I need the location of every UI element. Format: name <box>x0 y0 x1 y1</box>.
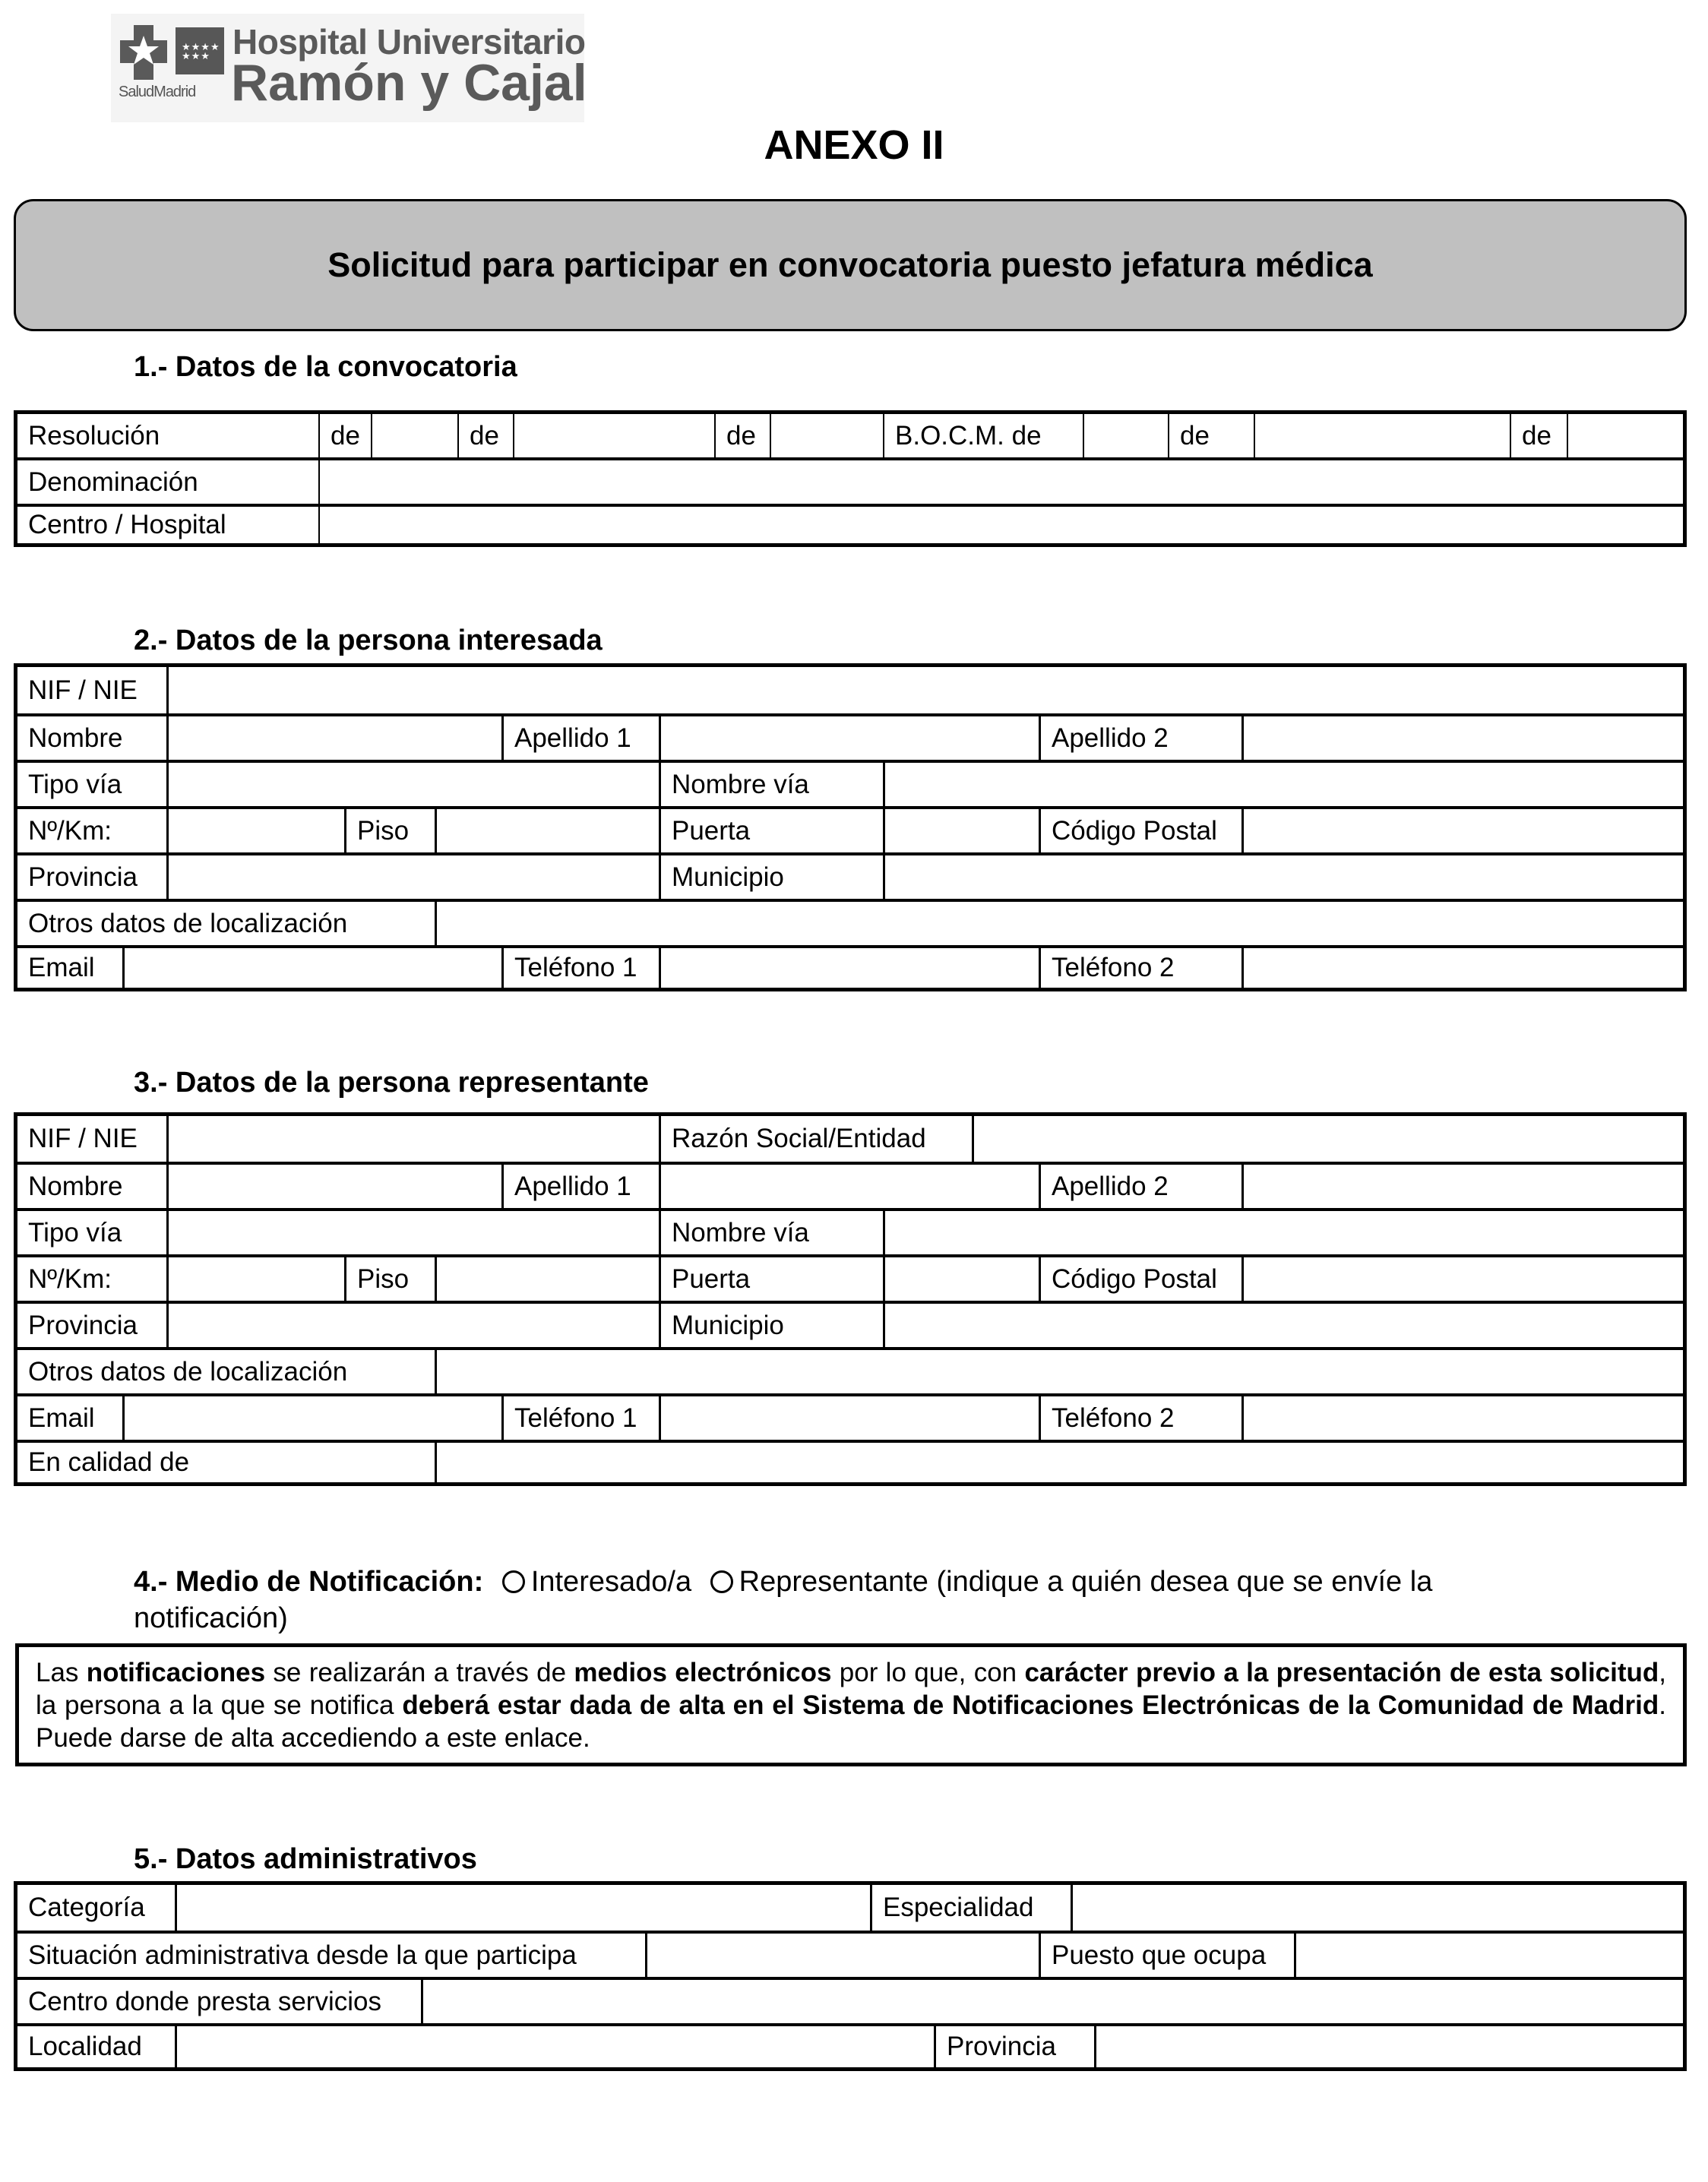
centro-hospital-input[interactable] <box>318 507 1683 543</box>
representante-provincia-input[interactable] <box>166 1304 659 1347</box>
representante-puerta-input[interactable] <box>883 1257 1039 1301</box>
notice-bold: deberá estar dada de alta en el Sistema de Notificaciones Electrónicas de la Comunidad de Madrid <box>402 1690 1659 1720</box>
label-municipio: Municipio <box>659 855 883 899</box>
label-telefono2: Teléfono 2 <box>1039 948 1241 988</box>
representante-piso-input[interactable] <box>435 1257 659 1301</box>
option-interesado-label: Interesado/a <box>530 1566 692 1598</box>
label-municipio: Municipio <box>659 1304 883 1347</box>
representante-municipio-input[interactable] <box>883 1304 1683 1347</box>
label-email: Email <box>28 1402 95 1433</box>
label-bocm: B.O.C.M. de <box>883 414 1083 457</box>
label-provincia: Provincia <box>28 862 138 892</box>
representante-razon-social-input[interactable] <box>972 1116 1683 1162</box>
row-tipo-via <box>17 760 1683 806</box>
row-email <box>17 945 1683 988</box>
row-otros <box>17 1347 1683 1393</box>
centro-servicios-input[interactable] <box>421 1980 1683 2023</box>
radio-interesado[interactable] <box>502 1570 525 1593</box>
row-nombre <box>17 713 1683 760</box>
representante-telefono1-input[interactable] <box>659 1396 1039 1440</box>
section1-heading: 1.- Datos de la convocatoria <box>134 351 517 383</box>
row-nif <box>17 667 1683 713</box>
representante-nif-input[interactable] <box>166 1116 659 1162</box>
label-de: de <box>318 414 371 457</box>
logo-line2: Ramón y Cajal <box>231 54 587 112</box>
label-nif: NIF / NIE <box>28 675 138 705</box>
label-codigo-postal: Código Postal <box>1039 809 1241 852</box>
row-localidad <box>17 2023 1683 2067</box>
label-puerta: Puerta <box>659 1257 883 1301</box>
notice-bold: carácter previo a la presentación de esta solicitud <box>1024 1658 1659 1687</box>
madrid-flag-icon: ★★★★ ★★★ <box>176 27 224 74</box>
notification-hint: (indique a quién desea que se envíe la notificación) <box>134 1566 1433 1634</box>
label-de: de <box>1168 414 1254 457</box>
situacion-input[interactable] <box>645 1934 1039 1977</box>
section2-heading: 2.- Datos de la persona interesada <box>134 625 603 656</box>
interesado-num-input[interactable] <box>166 809 344 852</box>
label-apellido2: Apellido 2 <box>1039 1165 1241 1208</box>
interesado-codigo-postal-input[interactable] <box>1241 809 1683 852</box>
notice-text: Las <box>36 1658 87 1687</box>
representante-apellido1-input[interactable] <box>659 1165 1039 1208</box>
interesado-tipo-via-input[interactable] <box>166 763 659 806</box>
bocm-month-input[interactable] <box>1254 414 1510 457</box>
label-tipo-via: Tipo vía <box>28 769 122 799</box>
section2-table <box>14 663 1687 991</box>
label-provincia: Provincia <box>934 2026 1094 2067</box>
interesado-municipio-input[interactable] <box>883 855 1683 899</box>
row-situacion <box>17 1931 1683 1977</box>
notice-text: , la persona a la que se notifica <box>36 1658 1666 1720</box>
notification-method <box>134 1564 1577 1636</box>
salud-madrid-cross-icon <box>120 25 167 80</box>
representante-otros-datos-input[interactable] <box>435 1350 1683 1393</box>
row-provincia <box>17 852 1683 899</box>
representante-telefono2-input[interactable] <box>1241 1396 1683 1440</box>
label-telefono1: Teléfono 1 <box>501 1396 659 1440</box>
label-otros-datos: Otros datos de localización <box>28 908 348 938</box>
label-puesto: Puesto que ocupa <box>1039 1934 1294 1977</box>
label-nombre-via: Nombre vía <box>659 763 883 806</box>
label-apellido1: Apellido 1 <box>501 1165 659 1208</box>
radio-representante[interactable] <box>710 1570 733 1593</box>
row-numero <box>17 806 1683 852</box>
denominacion-input[interactable] <box>318 460 1683 504</box>
localidad-input[interactable] <box>175 2026 934 2067</box>
section5-table <box>14 1881 1687 2071</box>
logo-brand: SaludMadrid <box>119 84 196 100</box>
label-especialidad: Especialidad <box>870 1885 1071 1931</box>
provincia-input[interactable] <box>1094 2026 1683 2067</box>
notice-bold: medios electrónicos <box>574 1658 832 1687</box>
row-otros <box>17 899 1683 945</box>
label-centro-servicios: Centro donde presta servicios <box>28 1986 381 2016</box>
label-piso: Piso <box>344 1257 435 1301</box>
interesado-provincia-input[interactable] <box>166 855 659 899</box>
representante-codigo-postal-input[interactable] <box>1241 1257 1683 1301</box>
representante-tipo-via-input[interactable] <box>166 1211 659 1254</box>
interesado-nombre-via-input[interactable] <box>883 763 1683 806</box>
page-title: ANEXO II <box>764 122 944 168</box>
representante-en-calidad-input[interactable] <box>435 1443 1683 1482</box>
representante-num-input[interactable] <box>166 1257 344 1301</box>
row-email <box>17 1393 1683 1440</box>
form-banner <box>14 199 1687 331</box>
label-en-calidad: En calidad de <box>28 1447 190 1477</box>
label-nombre: Nombre <box>28 1171 123 1201</box>
label-otros-datos: Otros datos de localización <box>28 1356 348 1387</box>
section3-heading: 3.- Datos de la persona representante <box>134 1067 649 1099</box>
label-resolucion: Resolución <box>28 420 160 451</box>
interesado-apellido1-input[interactable] <box>659 716 1039 760</box>
label-puerta: Puerta <box>659 809 883 852</box>
bocm-day-input[interactable] <box>1083 414 1168 457</box>
section1-table <box>14 410 1687 547</box>
row-denominacion <box>17 457 1683 504</box>
banner-title: Solicitud para participar en convocatoria puesto jefatura médica <box>327 245 1373 284</box>
row-resolucion <box>17 414 1683 457</box>
row-centro <box>17 504 1683 543</box>
label-num-km: Nº/Km: <box>28 815 112 846</box>
label-apellido2: Apellido 2 <box>1039 716 1241 760</box>
representante-apellido2-input[interactable] <box>1241 1165 1683 1208</box>
resolucion-month-input[interactable] <box>513 414 714 457</box>
label-telefono2: Teléfono 2 <box>1039 1396 1241 1440</box>
row-en-calidad <box>17 1440 1683 1482</box>
notification-notice <box>15 1643 1687 1766</box>
label-situacion: Situación administrativa desde la que participa <box>28 1940 577 1970</box>
row-provincia <box>17 1301 1683 1347</box>
label-email: Email <box>28 953 95 982</box>
interesado-email-input[interactable] <box>122 948 501 988</box>
interesado-telefono1-input[interactable] <box>659 948 1039 988</box>
label-categoria: Categoría <box>28 1893 145 1922</box>
notice-bold: notificaciones <box>86 1658 266 1687</box>
option-representante-label: Representante <box>739 1566 928 1598</box>
representante-email-input[interactable] <box>122 1396 501 1440</box>
section3-table <box>14 1112 1687 1486</box>
representante-nombre-input[interactable] <box>166 1165 501 1208</box>
label-codigo-postal: Código Postal <box>1039 1257 1241 1301</box>
label-apellido1: Apellido 1 <box>501 716 659 760</box>
interesado-apellido2-input[interactable] <box>1241 716 1683 760</box>
label-centro-hospital: Centro / Hospital <box>28 510 226 539</box>
notice-text: se realizarán a través de <box>265 1658 574 1687</box>
puesto-input[interactable] <box>1294 1934 1683 1977</box>
label-de: de <box>1510 414 1567 457</box>
label-denominacion: Denominación <box>28 466 198 497</box>
label-tipo-via: Tipo vía <box>28 1217 122 1248</box>
row-nombre <box>17 1162 1683 1208</box>
interesado-puerta-input[interactable] <box>883 809 1039 852</box>
label-de: de <box>457 414 513 457</box>
row-centro-servicios <box>17 1977 1683 2023</box>
label-provincia: Provincia <box>28 1310 138 1340</box>
bocm-year-input[interactable] <box>1567 414 1683 457</box>
interesado-nombre-input[interactable] <box>166 716 501 760</box>
notice-link-text[interactable]: . Puede darse de alta accediendo a este enlace. <box>36 1690 1666 1753</box>
representante-nombre-via-input[interactable] <box>883 1211 1683 1254</box>
notice-text: por lo que, con <box>831 1658 1025 1687</box>
interesado-piso-input[interactable] <box>435 809 659 852</box>
row-tipo-via <box>17 1208 1683 1254</box>
row-categoria <box>17 1885 1683 1931</box>
interesado-otros-datos-input[interactable] <box>435 902 1683 945</box>
resolucion-year-input[interactable] <box>770 414 883 457</box>
row-nif <box>17 1116 1683 1162</box>
label-nombre-via: Nombre vía <box>659 1211 883 1254</box>
label-de: de <box>714 414 770 457</box>
hospital-logo <box>111 14 587 122</box>
label-nif: NIF / NIE <box>28 1124 138 1153</box>
categoria-input[interactable] <box>175 1885 870 1931</box>
interesado-telefono2-input[interactable] <box>1241 948 1683 988</box>
resolucion-number-input[interactable] <box>371 414 457 457</box>
section5-heading: 5.- Datos administrativos <box>134 1843 477 1875</box>
label-telefono1: Teléfono 1 <box>501 948 659 988</box>
section4-heading: 4.- Medio de Notificación: <box>134 1566 484 1598</box>
label-localidad: Localidad <box>28 2032 142 2061</box>
label-nombre: Nombre <box>28 723 123 753</box>
especialidad-input[interactable] <box>1071 1885 1683 1931</box>
row-numero <box>17 1254 1683 1301</box>
label-num-km: Nº/Km: <box>28 1263 112 1294</box>
interesado-nif-input[interactable] <box>166 667 1683 713</box>
label-piso: Piso <box>344 809 435 852</box>
logo-line1: Hospital Universitario <box>232 22 586 62</box>
label-razon-social: Razón Social/Entidad <box>659 1116 972 1162</box>
